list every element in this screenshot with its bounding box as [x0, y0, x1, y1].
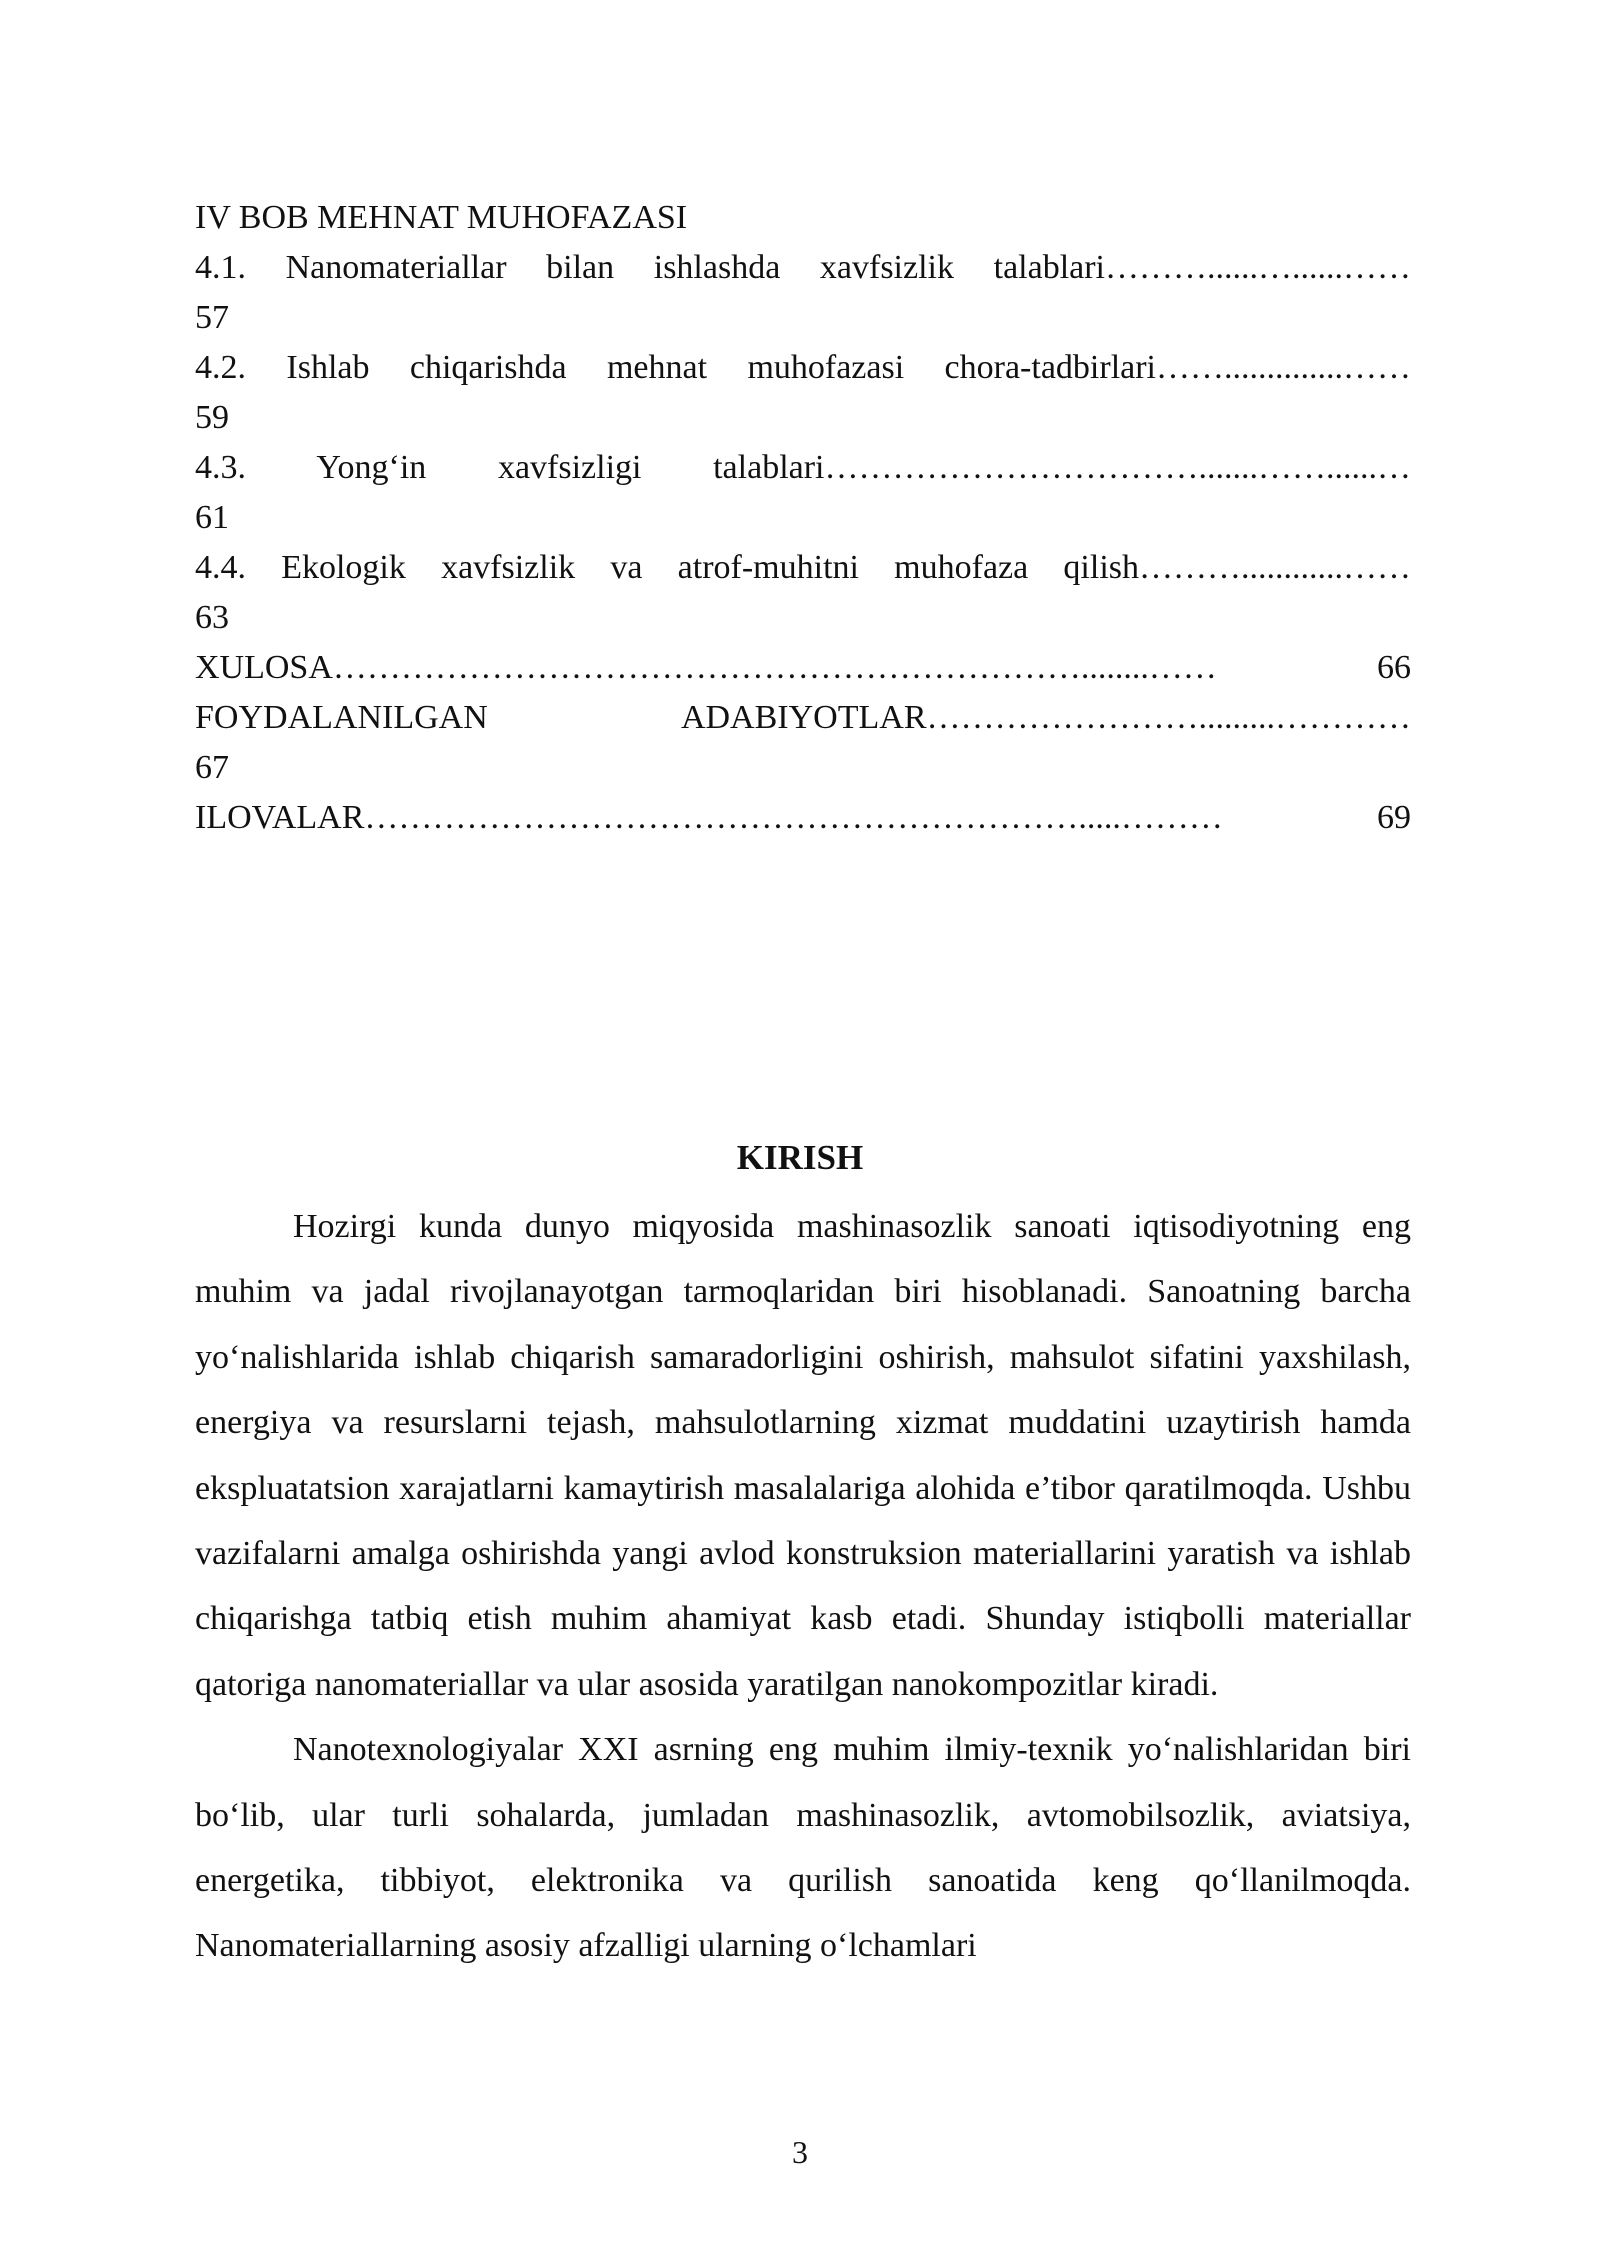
toc-entry-4-3-page: 61 — [195, 499, 229, 536]
toc-entry-4-4: 4.4. Ekologik xavfsizlik va atrof-muhitni muhofaza qilish………............…… — [195, 549, 1411, 586]
toc-entry-4-4-page: 63 — [195, 599, 229, 636]
section-body — [195, 1194, 1411, 1979]
toc-entry-4-2: 4.2. Ishlab chiqarishda mehnat muhofazasi chora-tadbirlari……..............…… — [195, 349, 1411, 386]
page-number: 3 — [792, 2134, 808, 2170]
toc-entry-xulosa — [195, 643, 1411, 693]
toc-ilovalar-page: 69 — [1377, 799, 1411, 836]
toc-chapter-title: IV BOB MEHNAT MUHOFAZASI — [195, 199, 688, 236]
toc-entry-adabiyotlar: FOYDALANILGAN ADABIYOTLAR…………………….........………… — [195, 699, 1411, 736]
toc-entry-ilovalar — [195, 793, 1411, 843]
toc-xulosa-page: 66 — [1377, 649, 1411, 686]
toc-xulosa-label: XULOSA…………………………………………………………........…… — [195, 649, 1217, 686]
toc-ilovalar-label: ILOVALAR……………………………………………………….....……… — [195, 799, 1223, 836]
paragraph: Nanotexnologiyalar XXI asrning eng muhim ilmiy-texnik yo‘nalishlaridan biri bo‘lib, ular turli sohalarda, jumladan mashinasozlik, avtomobilsozlik, aviatsiya, energetika, tibbiyot, elektronika va qurilish sanoatida keng qo‘llanilmoqda. Nanomateriallarning asosiy afzalligi ularning o‘lchamlari — [195, 1731, 1411, 1965]
toc-entry-4-3: 4.3. Yong‘in xavfsizligi talablari…………………………….......……......… — [195, 449, 1411, 486]
toc-entry-4-2-page: 59 — [195, 399, 229, 436]
table-of-contents — [195, 193, 1411, 843]
section-heading: KIRISH — [736, 1138, 864, 1177]
toc-entry-4-1-page: 57 — [195, 299, 229, 336]
toc-entry-adabiyotlar-page: 67 — [195, 749, 229, 786]
toc-entry-4-1: 4.1. Nanomateriallar bilan ishlashda xavfsizlik talablari………......…......…… — [195, 249, 1411, 286]
paragraph: Hozirgi kunda dunyo miqyosida mashinasozlik sanoati iqtisodiyotning eng muhim va jadal rivojlanayotgan tarmoqlaridan biri hisoblanadi. Sanoatning barcha yo‘nalishlarida ishlab chiqarish samaradorligini oshirish, mahsulot sifatini yaxshilash, energiya va resurslarni tejash, mahsulotlarning xizmat muddatini uzaytirish hamda ekspluatatsion xarajatlarni kamaytirish masalalariga alohida e’tibor qaratilmoqda. Ushbu vazifalarni amalga oshirishda yangi avlod konstruksion materiallarini yaratish va ishlab chiqarishga tatbiq etish muhim ahamiyat kasb etadi. Shunday istiqbolli materiallar qatoriga nanomateriallar va ular asosida yaratilgan nanokompozitlar kiradi. — [195, 1208, 1411, 1703]
